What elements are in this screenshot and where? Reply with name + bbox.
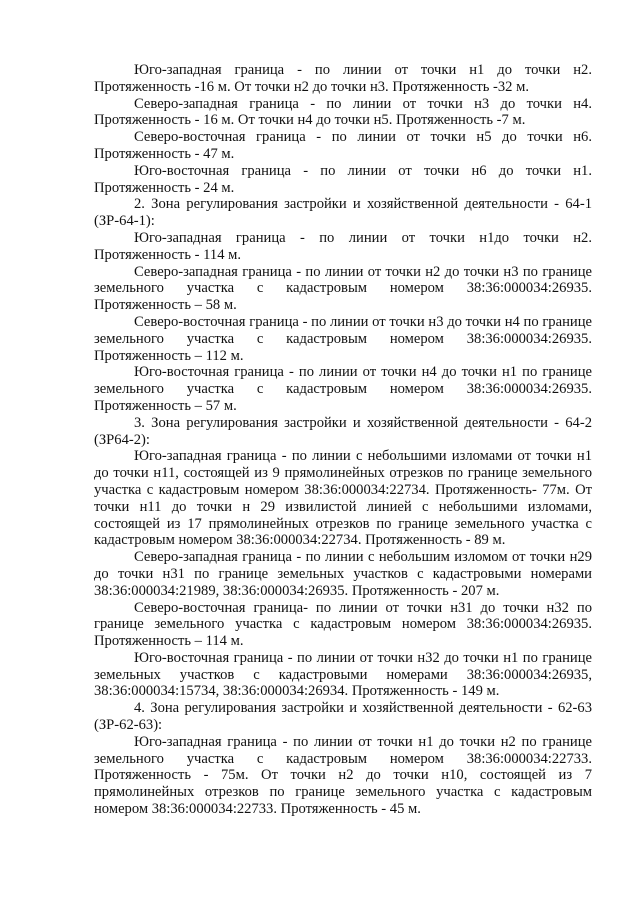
paragraph-13: Северо-восточная граница- по линии от точки н31 до точки н32 по границе земельного участка с кадастровым номером 38:36:000034:26935. Протяженность – 114 м.	[94, 599, 592, 650]
document-page	[94, 62, 592, 818]
paragraph-9: Юго-восточная граница - по линии от точки н4 до точки н1 по границе земельного участка с кадастровым номером 38:36:000034:26935. Протяженность – 57 м.	[94, 364, 592, 414]
paragraph-16: Юго-западная граница - по линии от точки н1 до точки н2 по границе земельного участка с кадастровым номером 38:36:000034:22733. Протяженность - 75м. От точки н2 до точки н10, состоящей из 7 прямолинейных отрезков по границе земельного участка с кадастровым номером 38:36:000034:22733. Протяженность - 45 м.	[94, 733, 592, 818]
paragraph-5: 2. Зона регулирования застройки и хозяйственной деятельности - 64-1 (ЗР-64-1):	[94, 196, 592, 230]
paragraph-4: Юго-восточная граница - по линии от точки н6 до точки н1. Протяженность - 24 м.	[94, 162, 592, 196]
paragraph-3: Северо-восточная граница - по линии от точки н5 до точки н6. Протяженность - 47 м.	[94, 129, 592, 162]
paragraph-2: Северо-западная граница - по линии от точки н3 до точки н4. Протяженность - 16 м. От точки н4 до точки н5. Протяженность -7 м.	[94, 95, 592, 129]
paragraph-10: 3. Зона регулирования застройки и хозяйственной деятельности - 64-2 (ЗР64-2):	[94, 414, 592, 448]
paragraph-8: Северо-восточная граница - по линии от точки н3 до точки н4 по границе земельного участка с кадастровым номером 38:36:000034:26935. Протяженность – 112 м.	[94, 313, 592, 364]
paragraph-12: Северо-западная граница - по линии с небольшим изломом от точки н29 до точки н31 по границе земельных участков с кадастровыми номерами 38:36:000034:21989, 38:36:000034:26935. Протяженность - 207 м.	[94, 549, 592, 599]
paragraph-6: Юго-западная граница - по линии от точки н1до точки н2. Протяженность - 114 м.	[94, 229, 592, 263]
paragraph-7: Северо-западная граница - по линии от точки н2 до точки н3 по границе земельного участка с кадастровым номером 38:36:000034:26935. Протяженность – 58 м.	[94, 263, 592, 314]
paragraph-1: Юго-западная граница - по линии от точки н1 до точки н2. Протяженность -16 м. От точки н2 до точки н3. Протяженность -32 м.	[94, 62, 592, 95]
paragraph-14: Юго-восточная граница - по линии от точки н32 до точки н1 по границе земельных участков с кадастровыми номерами 38:36:000034:26935, 38:36:000034:15734, 38:36:000034:26934. Протяженность - 149 м.	[94, 649, 592, 700]
paragraph-15: 4. Зона регулирования застройки и хозяйственной деятельности - 62-63 (ЗР-62-63):	[94, 700, 592, 734]
paragraph-11: Юго-западная граница - по линии с небольшими изломами от точки н1 до точки н11, состоящей из 9 прямолинейных отрезков по границе земельного участка с кадастровым номером 38:36:000034:22734. Протяженность- 77м. От точки н11 до точки н 29 извилистой линией с небольшими изломами, состоящей из 17 прямолинейных отрезков по границе земельного участка с кадастровым номером 38:36:000034:22734. Протяженность - 89 м.	[94, 448, 592, 549]
